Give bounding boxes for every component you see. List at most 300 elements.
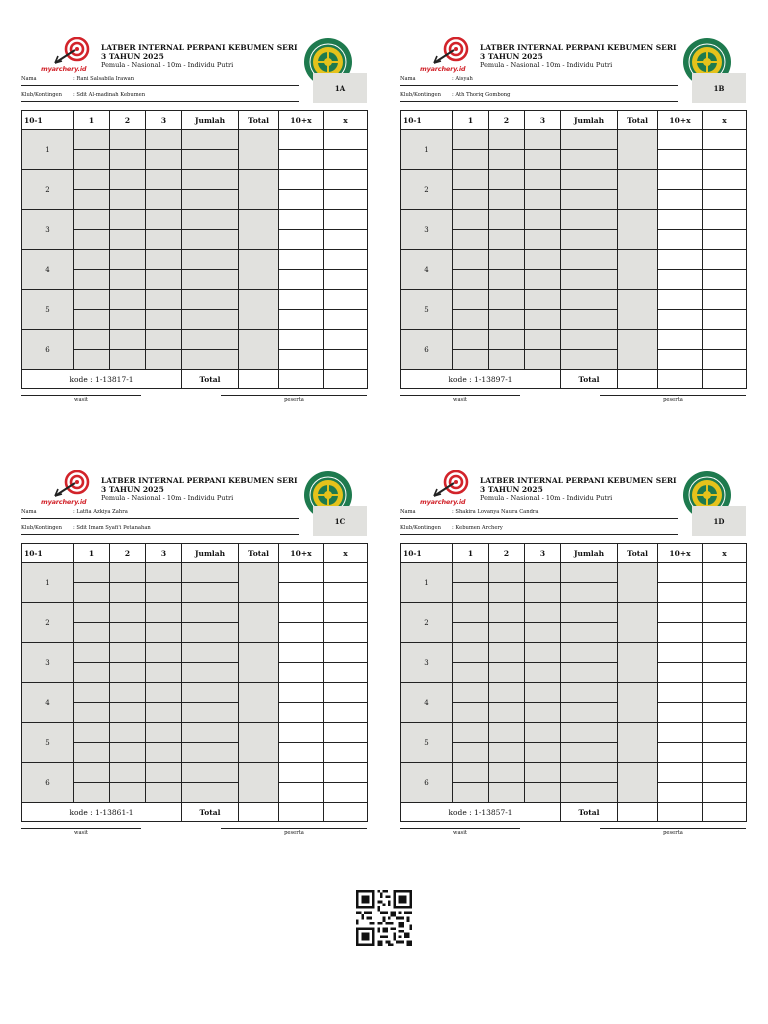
arrow-score-cell[interactable] (561, 743, 618, 763)
arrow-score-cell[interactable] (110, 763, 146, 783)
arrow-score-cell[interactable] (74, 583, 110, 603)
end-total-cell[interactable] (239, 130, 279, 170)
ten-x-cell[interactable] (658, 603, 703, 623)
arrow-score-cell[interactable] (110, 603, 146, 623)
total-x-cell[interactable] (324, 370, 368, 389)
grand-total-cell[interactable] (618, 803, 658, 822)
arrow-score-cell[interactable] (110, 783, 146, 803)
arrow-score-cell[interactable] (146, 683, 182, 703)
arrow-score-cell[interactable] (525, 330, 561, 350)
arrow-score-cell[interactable] (110, 683, 146, 703)
arrow-score-cell[interactable] (110, 150, 146, 170)
ten-x-cell[interactable] (658, 623, 703, 643)
x-cell[interactable] (703, 683, 747, 703)
arrow-score-cell[interactable] (561, 270, 618, 290)
arrow-score-cell[interactable] (74, 623, 110, 643)
x-cell[interactable] (703, 290, 747, 310)
arrow-score-cell[interactable] (525, 130, 561, 150)
arrow-score-cell[interactable] (561, 230, 618, 250)
end-total-cell[interactable] (239, 170, 279, 210)
arrow-score-cell[interactable] (74, 170, 110, 190)
arrow-score-cell[interactable] (182, 330, 239, 350)
arrow-score-cell[interactable] (489, 290, 525, 310)
arrow-score-cell[interactable] (182, 583, 239, 603)
arrow-score-cell[interactable] (525, 603, 561, 623)
arrow-score-cell[interactable] (182, 703, 239, 723)
x-cell[interactable] (703, 583, 747, 603)
arrow-score-cell[interactable] (146, 783, 182, 803)
arrow-score-cell[interactable] (561, 643, 618, 663)
ten-x-cell[interactable] (658, 150, 703, 170)
arrow-score-cell[interactable] (182, 150, 239, 170)
arrow-score-cell[interactable] (525, 150, 561, 170)
arrow-score-cell[interactable] (453, 723, 489, 743)
arrow-score-cell[interactable] (525, 583, 561, 603)
arrow-score-cell[interactable] (74, 330, 110, 350)
arrow-score-cell[interactable] (525, 783, 561, 803)
ten-x-cell[interactable] (658, 723, 703, 743)
ten-x-cell[interactable] (658, 783, 703, 803)
total-x-cell[interactable] (703, 803, 747, 822)
ten-x-cell[interactable] (658, 643, 703, 663)
end-total-cell[interactable] (239, 763, 279, 803)
arrow-score-cell[interactable] (525, 270, 561, 290)
arrow-score-cell[interactable] (489, 230, 525, 250)
arrow-score-cell[interactable] (525, 190, 561, 210)
x-cell[interactable] (703, 250, 747, 270)
end-total-cell[interactable] (239, 643, 279, 683)
ten-x-cell[interactable] (279, 603, 324, 623)
x-cell[interactable] (324, 743, 368, 763)
arrow-score-cell[interactable] (561, 683, 618, 703)
arrow-score-cell[interactable] (489, 170, 525, 190)
arrow-score-cell[interactable] (453, 663, 489, 683)
total-ten-x-cell[interactable] (658, 803, 703, 822)
ten-x-cell[interactable] (658, 583, 703, 603)
x-cell[interactable] (324, 643, 368, 663)
arrow-score-cell[interactable] (110, 583, 146, 603)
arrow-score-cell[interactable] (182, 170, 239, 190)
total-x-cell[interactable] (703, 370, 747, 389)
end-total-cell[interactable] (618, 603, 658, 643)
arrow-score-cell[interactable] (182, 743, 239, 763)
x-cell[interactable] (703, 663, 747, 683)
arrow-score-cell[interactable] (453, 643, 489, 663)
x-cell[interactable] (324, 330, 368, 350)
ten-x-cell[interactable] (279, 250, 324, 270)
ten-x-cell[interactable] (279, 723, 324, 743)
end-total-cell[interactable] (618, 763, 658, 803)
end-total-cell[interactable] (618, 210, 658, 250)
x-cell[interactable] (324, 563, 368, 583)
x-cell[interactable] (703, 270, 747, 290)
x-cell[interactable] (324, 583, 368, 603)
x-cell[interactable] (324, 723, 368, 743)
arrow-score-cell[interactable] (453, 190, 489, 210)
end-total-cell[interactable] (239, 603, 279, 643)
arrow-score-cell[interactable] (110, 663, 146, 683)
ten-x-cell[interactable] (279, 663, 324, 683)
arrow-score-cell[interactable] (453, 583, 489, 603)
ten-x-cell[interactable] (658, 230, 703, 250)
arrow-score-cell[interactable] (525, 250, 561, 270)
arrow-score-cell[interactable] (561, 623, 618, 643)
end-total-cell[interactable] (618, 683, 658, 723)
arrow-score-cell[interactable] (561, 723, 618, 743)
arrow-score-cell[interactable] (525, 683, 561, 703)
arrow-score-cell[interactable] (74, 150, 110, 170)
ten-x-cell[interactable] (658, 170, 703, 190)
arrow-score-cell[interactable] (74, 310, 110, 330)
ten-x-cell[interactable] (658, 290, 703, 310)
arrow-score-cell[interactable] (453, 703, 489, 723)
arrow-score-cell[interactable] (110, 743, 146, 763)
ten-x-cell[interactable] (658, 330, 703, 350)
arrow-score-cell[interactable] (525, 763, 561, 783)
arrow-score-cell[interactable] (453, 230, 489, 250)
ten-x-cell[interactable] (279, 190, 324, 210)
arrow-score-cell[interactable] (146, 623, 182, 643)
ten-x-cell[interactable] (279, 290, 324, 310)
arrow-score-cell[interactable] (489, 763, 525, 783)
arrow-score-cell[interactable] (561, 250, 618, 270)
arrow-score-cell[interactable] (74, 643, 110, 663)
arrow-score-cell[interactable] (110, 210, 146, 230)
x-cell[interactable] (324, 290, 368, 310)
ten-x-cell[interactable] (658, 703, 703, 723)
arrow-score-cell[interactable] (182, 603, 239, 623)
end-total-cell[interactable] (618, 130, 658, 170)
x-cell[interactable] (703, 150, 747, 170)
arrow-score-cell[interactable] (489, 703, 525, 723)
arrow-score-cell[interactable] (74, 350, 110, 370)
arrow-score-cell[interactable] (561, 130, 618, 150)
ten-x-cell[interactable] (658, 763, 703, 783)
arrow-score-cell[interactable] (74, 703, 110, 723)
arrow-score-cell[interactable] (146, 743, 182, 763)
end-total-cell[interactable] (239, 210, 279, 250)
total-ten-x-cell[interactable] (658, 370, 703, 389)
arrow-score-cell[interactable] (182, 250, 239, 270)
arrow-score-cell[interactable] (146, 663, 182, 683)
arrow-score-cell[interactable] (74, 563, 110, 583)
arrow-score-cell[interactable] (74, 663, 110, 683)
arrow-score-cell[interactable] (74, 783, 110, 803)
arrow-score-cell[interactable] (182, 643, 239, 663)
ten-x-cell[interactable] (658, 663, 703, 683)
arrow-score-cell[interactable] (453, 170, 489, 190)
ten-x-cell[interactable] (279, 783, 324, 803)
arrow-score-cell[interactable] (453, 763, 489, 783)
arrow-score-cell[interactable] (525, 310, 561, 330)
ten-x-cell[interactable] (658, 743, 703, 763)
grand-total-cell[interactable] (239, 370, 279, 389)
arrow-score-cell[interactable] (489, 783, 525, 803)
x-cell[interactable] (703, 723, 747, 743)
arrow-score-cell[interactable] (146, 170, 182, 190)
arrow-score-cell[interactable] (110, 190, 146, 210)
total-ten-x-cell[interactable] (279, 803, 324, 822)
arrow-score-cell[interactable] (110, 310, 146, 330)
arrow-score-cell[interactable] (146, 210, 182, 230)
x-cell[interactable] (703, 763, 747, 783)
arrow-score-cell[interactable] (453, 563, 489, 583)
arrow-score-cell[interactable] (525, 723, 561, 743)
arrow-score-cell[interactable] (182, 270, 239, 290)
grand-total-cell[interactable] (618, 370, 658, 389)
arrow-score-cell[interactable] (110, 703, 146, 723)
arrow-score-cell[interactable] (489, 310, 525, 330)
ten-x-cell[interactable] (279, 150, 324, 170)
x-cell[interactable] (324, 763, 368, 783)
x-cell[interactable] (703, 743, 747, 763)
arrow-score-cell[interactable] (146, 270, 182, 290)
arrow-score-cell[interactable] (110, 643, 146, 663)
arrow-score-cell[interactable] (525, 743, 561, 763)
x-cell[interactable] (324, 190, 368, 210)
end-total-cell[interactable] (239, 290, 279, 330)
x-cell[interactable] (324, 683, 368, 703)
arrow-score-cell[interactable] (146, 250, 182, 270)
arrow-score-cell[interactable] (146, 763, 182, 783)
ten-x-cell[interactable] (658, 190, 703, 210)
x-cell[interactable] (324, 150, 368, 170)
arrow-score-cell[interactable] (182, 563, 239, 583)
arrow-score-cell[interactable] (561, 350, 618, 370)
arrow-score-cell[interactable] (110, 170, 146, 190)
x-cell[interactable] (703, 170, 747, 190)
arrow-score-cell[interactable] (489, 683, 525, 703)
arrow-score-cell[interactable] (110, 563, 146, 583)
arrow-score-cell[interactable] (74, 683, 110, 703)
arrow-score-cell[interactable] (74, 603, 110, 623)
arrow-score-cell[interactable] (453, 350, 489, 370)
arrow-score-cell[interactable] (74, 190, 110, 210)
arrow-score-cell[interactable] (182, 623, 239, 643)
arrow-score-cell[interactable] (561, 290, 618, 310)
x-cell[interactable] (703, 310, 747, 330)
x-cell[interactable] (324, 703, 368, 723)
arrow-score-cell[interactable] (525, 563, 561, 583)
arrow-score-cell[interactable] (146, 150, 182, 170)
ten-x-cell[interactable] (658, 270, 703, 290)
arrow-score-cell[interactable] (110, 290, 146, 310)
arrow-score-cell[interactable] (561, 563, 618, 583)
x-cell[interactable] (703, 210, 747, 230)
arrow-score-cell[interactable] (489, 270, 525, 290)
arrow-score-cell[interactable] (110, 270, 146, 290)
arrow-score-cell[interactable] (561, 150, 618, 170)
arrow-score-cell[interactable] (561, 190, 618, 210)
arrow-score-cell[interactable] (561, 210, 618, 230)
arrow-score-cell[interactable] (182, 763, 239, 783)
arrow-score-cell[interactable] (489, 330, 525, 350)
total-x-cell[interactable] (324, 803, 368, 822)
ten-x-cell[interactable] (658, 210, 703, 230)
arrow-score-cell[interactable] (182, 230, 239, 250)
arrow-score-cell[interactable] (110, 623, 146, 643)
arrow-score-cell[interactable] (146, 583, 182, 603)
ten-x-cell[interactable] (658, 250, 703, 270)
ten-x-cell[interactable] (658, 563, 703, 583)
end-total-cell[interactable] (239, 330, 279, 370)
x-cell[interactable] (703, 350, 747, 370)
arrow-score-cell[interactable] (453, 150, 489, 170)
x-cell[interactable] (703, 703, 747, 723)
arrow-score-cell[interactable] (110, 230, 146, 250)
end-total-cell[interactable] (618, 290, 658, 330)
arrow-score-cell[interactable] (182, 210, 239, 230)
arrow-score-cell[interactable] (74, 210, 110, 230)
arrow-score-cell[interactable] (74, 250, 110, 270)
x-cell[interactable] (324, 623, 368, 643)
arrow-score-cell[interactable] (74, 270, 110, 290)
end-total-cell[interactable] (618, 250, 658, 290)
arrow-score-cell[interactable] (489, 563, 525, 583)
arrow-score-cell[interactable] (74, 130, 110, 150)
end-total-cell[interactable] (618, 563, 658, 603)
arrow-score-cell[interactable] (182, 683, 239, 703)
x-cell[interactable] (324, 130, 368, 150)
end-total-cell[interactable] (618, 723, 658, 763)
arrow-score-cell[interactable] (146, 290, 182, 310)
arrow-score-cell[interactable] (146, 130, 182, 150)
arrow-score-cell[interactable] (489, 743, 525, 763)
arrow-score-cell[interactable] (182, 290, 239, 310)
arrow-score-cell[interactable] (525, 350, 561, 370)
arrow-score-cell[interactable] (525, 170, 561, 190)
arrow-score-cell[interactable] (525, 703, 561, 723)
ten-x-cell[interactable] (279, 743, 324, 763)
arrow-score-cell[interactable] (146, 723, 182, 743)
end-total-cell[interactable] (239, 563, 279, 603)
end-total-cell[interactable] (239, 723, 279, 763)
ten-x-cell[interactable] (279, 210, 324, 230)
arrow-score-cell[interactable] (146, 330, 182, 350)
arrow-score-cell[interactable] (525, 210, 561, 230)
x-cell[interactable] (703, 130, 747, 150)
ten-x-cell[interactable] (279, 230, 324, 250)
x-cell[interactable] (324, 663, 368, 683)
arrow-score-cell[interactable] (453, 310, 489, 330)
x-cell[interactable] (324, 783, 368, 803)
x-cell[interactable] (324, 250, 368, 270)
x-cell[interactable] (324, 170, 368, 190)
arrow-score-cell[interactable] (489, 723, 525, 743)
arrow-score-cell[interactable] (561, 783, 618, 803)
x-cell[interactable] (703, 230, 747, 250)
arrow-score-cell[interactable] (453, 623, 489, 643)
arrow-score-cell[interactable] (489, 350, 525, 370)
arrow-score-cell[interactable] (453, 130, 489, 150)
arrow-score-cell[interactable] (489, 643, 525, 663)
arrow-score-cell[interactable] (182, 723, 239, 743)
arrow-score-cell[interactable] (489, 150, 525, 170)
ten-x-cell[interactable] (279, 703, 324, 723)
grand-total-cell[interactable] (239, 803, 279, 822)
x-cell[interactable] (324, 350, 368, 370)
arrow-score-cell[interactable] (561, 663, 618, 683)
ten-x-cell[interactable] (658, 683, 703, 703)
ten-x-cell[interactable] (658, 350, 703, 370)
arrow-score-cell[interactable] (74, 743, 110, 763)
total-ten-x-cell[interactable] (279, 370, 324, 389)
arrow-score-cell[interactable] (110, 330, 146, 350)
end-total-cell[interactable] (618, 643, 658, 683)
arrow-score-cell[interactable] (561, 763, 618, 783)
arrow-score-cell[interactable] (110, 130, 146, 150)
ten-x-cell[interactable] (279, 763, 324, 783)
arrow-score-cell[interactable] (489, 190, 525, 210)
ten-x-cell[interactable] (279, 170, 324, 190)
x-cell[interactable] (703, 783, 747, 803)
x-cell[interactable] (703, 603, 747, 623)
arrow-score-cell[interactable] (561, 170, 618, 190)
arrow-score-cell[interactable] (182, 190, 239, 210)
arrow-score-cell[interactable] (110, 250, 146, 270)
x-cell[interactable] (324, 310, 368, 330)
arrow-score-cell[interactable] (561, 310, 618, 330)
arrow-score-cell[interactable] (453, 250, 489, 270)
arrow-score-cell[interactable] (525, 230, 561, 250)
arrow-score-cell[interactable] (489, 603, 525, 623)
arrow-score-cell[interactable] (453, 290, 489, 310)
arrow-score-cell[interactable] (74, 230, 110, 250)
ten-x-cell[interactable] (279, 563, 324, 583)
arrow-score-cell[interactable] (561, 583, 618, 603)
arrow-score-cell[interactable] (453, 270, 489, 290)
arrow-score-cell[interactable] (525, 623, 561, 643)
ten-x-cell[interactable] (279, 270, 324, 290)
ten-x-cell[interactable] (279, 683, 324, 703)
arrow-score-cell[interactable] (74, 763, 110, 783)
ten-x-cell[interactable] (658, 310, 703, 330)
x-cell[interactable] (703, 563, 747, 583)
end-total-cell[interactable] (618, 170, 658, 210)
ten-x-cell[interactable] (279, 623, 324, 643)
x-cell[interactable] (703, 330, 747, 350)
arrow-score-cell[interactable] (146, 643, 182, 663)
ten-x-cell[interactable] (279, 350, 324, 370)
end-total-cell[interactable] (618, 330, 658, 370)
ten-x-cell[interactable] (279, 643, 324, 663)
arrow-score-cell[interactable] (182, 783, 239, 803)
arrow-score-cell[interactable] (453, 210, 489, 230)
arrow-score-cell[interactable] (182, 130, 239, 150)
arrow-score-cell[interactable] (453, 603, 489, 623)
arrow-score-cell[interactable] (146, 703, 182, 723)
arrow-score-cell[interactable] (453, 743, 489, 763)
arrow-score-cell[interactable] (146, 310, 182, 330)
x-cell[interactable] (324, 270, 368, 290)
arrow-score-cell[interactable] (561, 703, 618, 723)
x-cell[interactable] (703, 623, 747, 643)
arrow-score-cell[interactable] (182, 663, 239, 683)
arrow-score-cell[interactable] (561, 603, 618, 623)
x-cell[interactable] (324, 210, 368, 230)
arrow-score-cell[interactable] (146, 190, 182, 210)
x-cell[interactable] (703, 190, 747, 210)
ten-x-cell[interactable] (658, 130, 703, 150)
ten-x-cell[interactable] (279, 330, 324, 350)
arrow-score-cell[interactable] (489, 130, 525, 150)
arrow-score-cell[interactable] (453, 330, 489, 350)
ten-x-cell[interactable] (279, 310, 324, 330)
arrow-score-cell[interactable] (146, 350, 182, 370)
x-cell[interactable] (703, 643, 747, 663)
arrow-score-cell[interactable] (453, 783, 489, 803)
arrow-score-cell[interactable] (489, 623, 525, 643)
